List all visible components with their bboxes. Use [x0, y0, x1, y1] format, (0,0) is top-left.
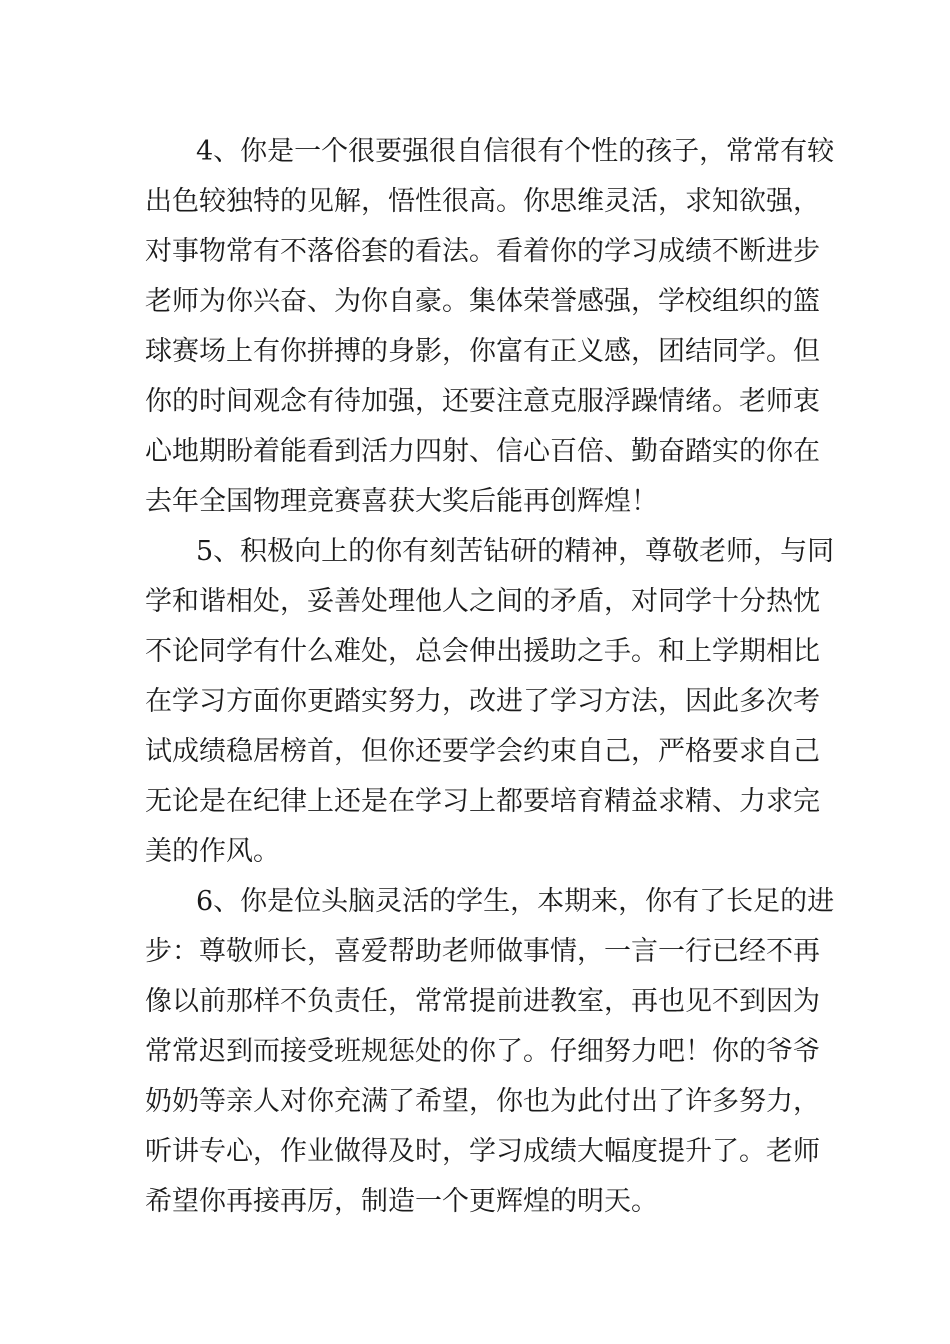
text-line: 像以前那样不负责任，常常提前进教室，再也见不到因为	[145, 986, 820, 1017]
text-line: 你的时间观念有待加强，还要注意克服浮躁情绪。老师衷	[145, 386, 820, 417]
text-line: 试成绩稳居榜首，但你还要学会约束自己，严格要求自己	[145, 736, 820, 767]
text-line: 出色较独特的见解，悟性很高。你思维灵活，求知欲强，	[145, 186, 820, 217]
text-line: 5、积极向上的你有刻苦钻研的精神，尊敬老师，与同	[196, 536, 835, 567]
text-line: 心地期盼着能看到活力四射、信心百倍、勤奋踏实的你在	[145, 436, 820, 467]
text-line: 老师为你兴奋、为你自豪。集体荣誉感强，学校组织的篮	[145, 286, 820, 317]
text-line: 不论同学有什么难处，总会伸出援助之手。和上学期相比	[145, 636, 820, 667]
text-line: 6、你是位头脑灵活的学生，本期来，你有了长足的进	[196, 886, 835, 917]
text-line: 在学习方面你更踏实努力，改进了学习方法，因此多次考	[145, 686, 820, 717]
text-line: 对事物常有不落俗套的看法。看着你的学习成绩不断进步	[145, 236, 820, 267]
text-line: 常常迟到而接受班规惩处的你了。仔细努力吧！你的爷爷	[145, 1036, 820, 1067]
text-line: 无论是在纪律上还是在学习上都要培育精益求精、力求完	[145, 786, 820, 817]
text-line: 学和谐相处，妥善处理他人之间的矛盾，对同学十分热忱	[145, 586, 820, 617]
text-line: 步：尊敬师长，喜爱帮助老师做事情，一言一行已经不再	[145, 936, 820, 967]
text-line: 奶奶等亲人对你充满了希望，你也为此付出了许多努力，	[145, 1086, 820, 1117]
text-line: 4、你是一个很要强很自信很有个性的孩子，常常有较	[196, 136, 835, 167]
text-line: 听讲专心，作业做得及时，学习成绩大幅度提升了。老师	[145, 1136, 820, 1167]
text-line: 希望你再接再厉，制造一个更辉煌的明天。	[145, 1186, 658, 1217]
text-line: 美的作风。	[145, 836, 280, 867]
text-line: 去年全国物理竞赛喜获大奖后能再创辉煌！	[145, 486, 658, 517]
text-line: 球赛场上有你拼搏的身影，你富有正义感，团结同学。但	[145, 336, 820, 367]
